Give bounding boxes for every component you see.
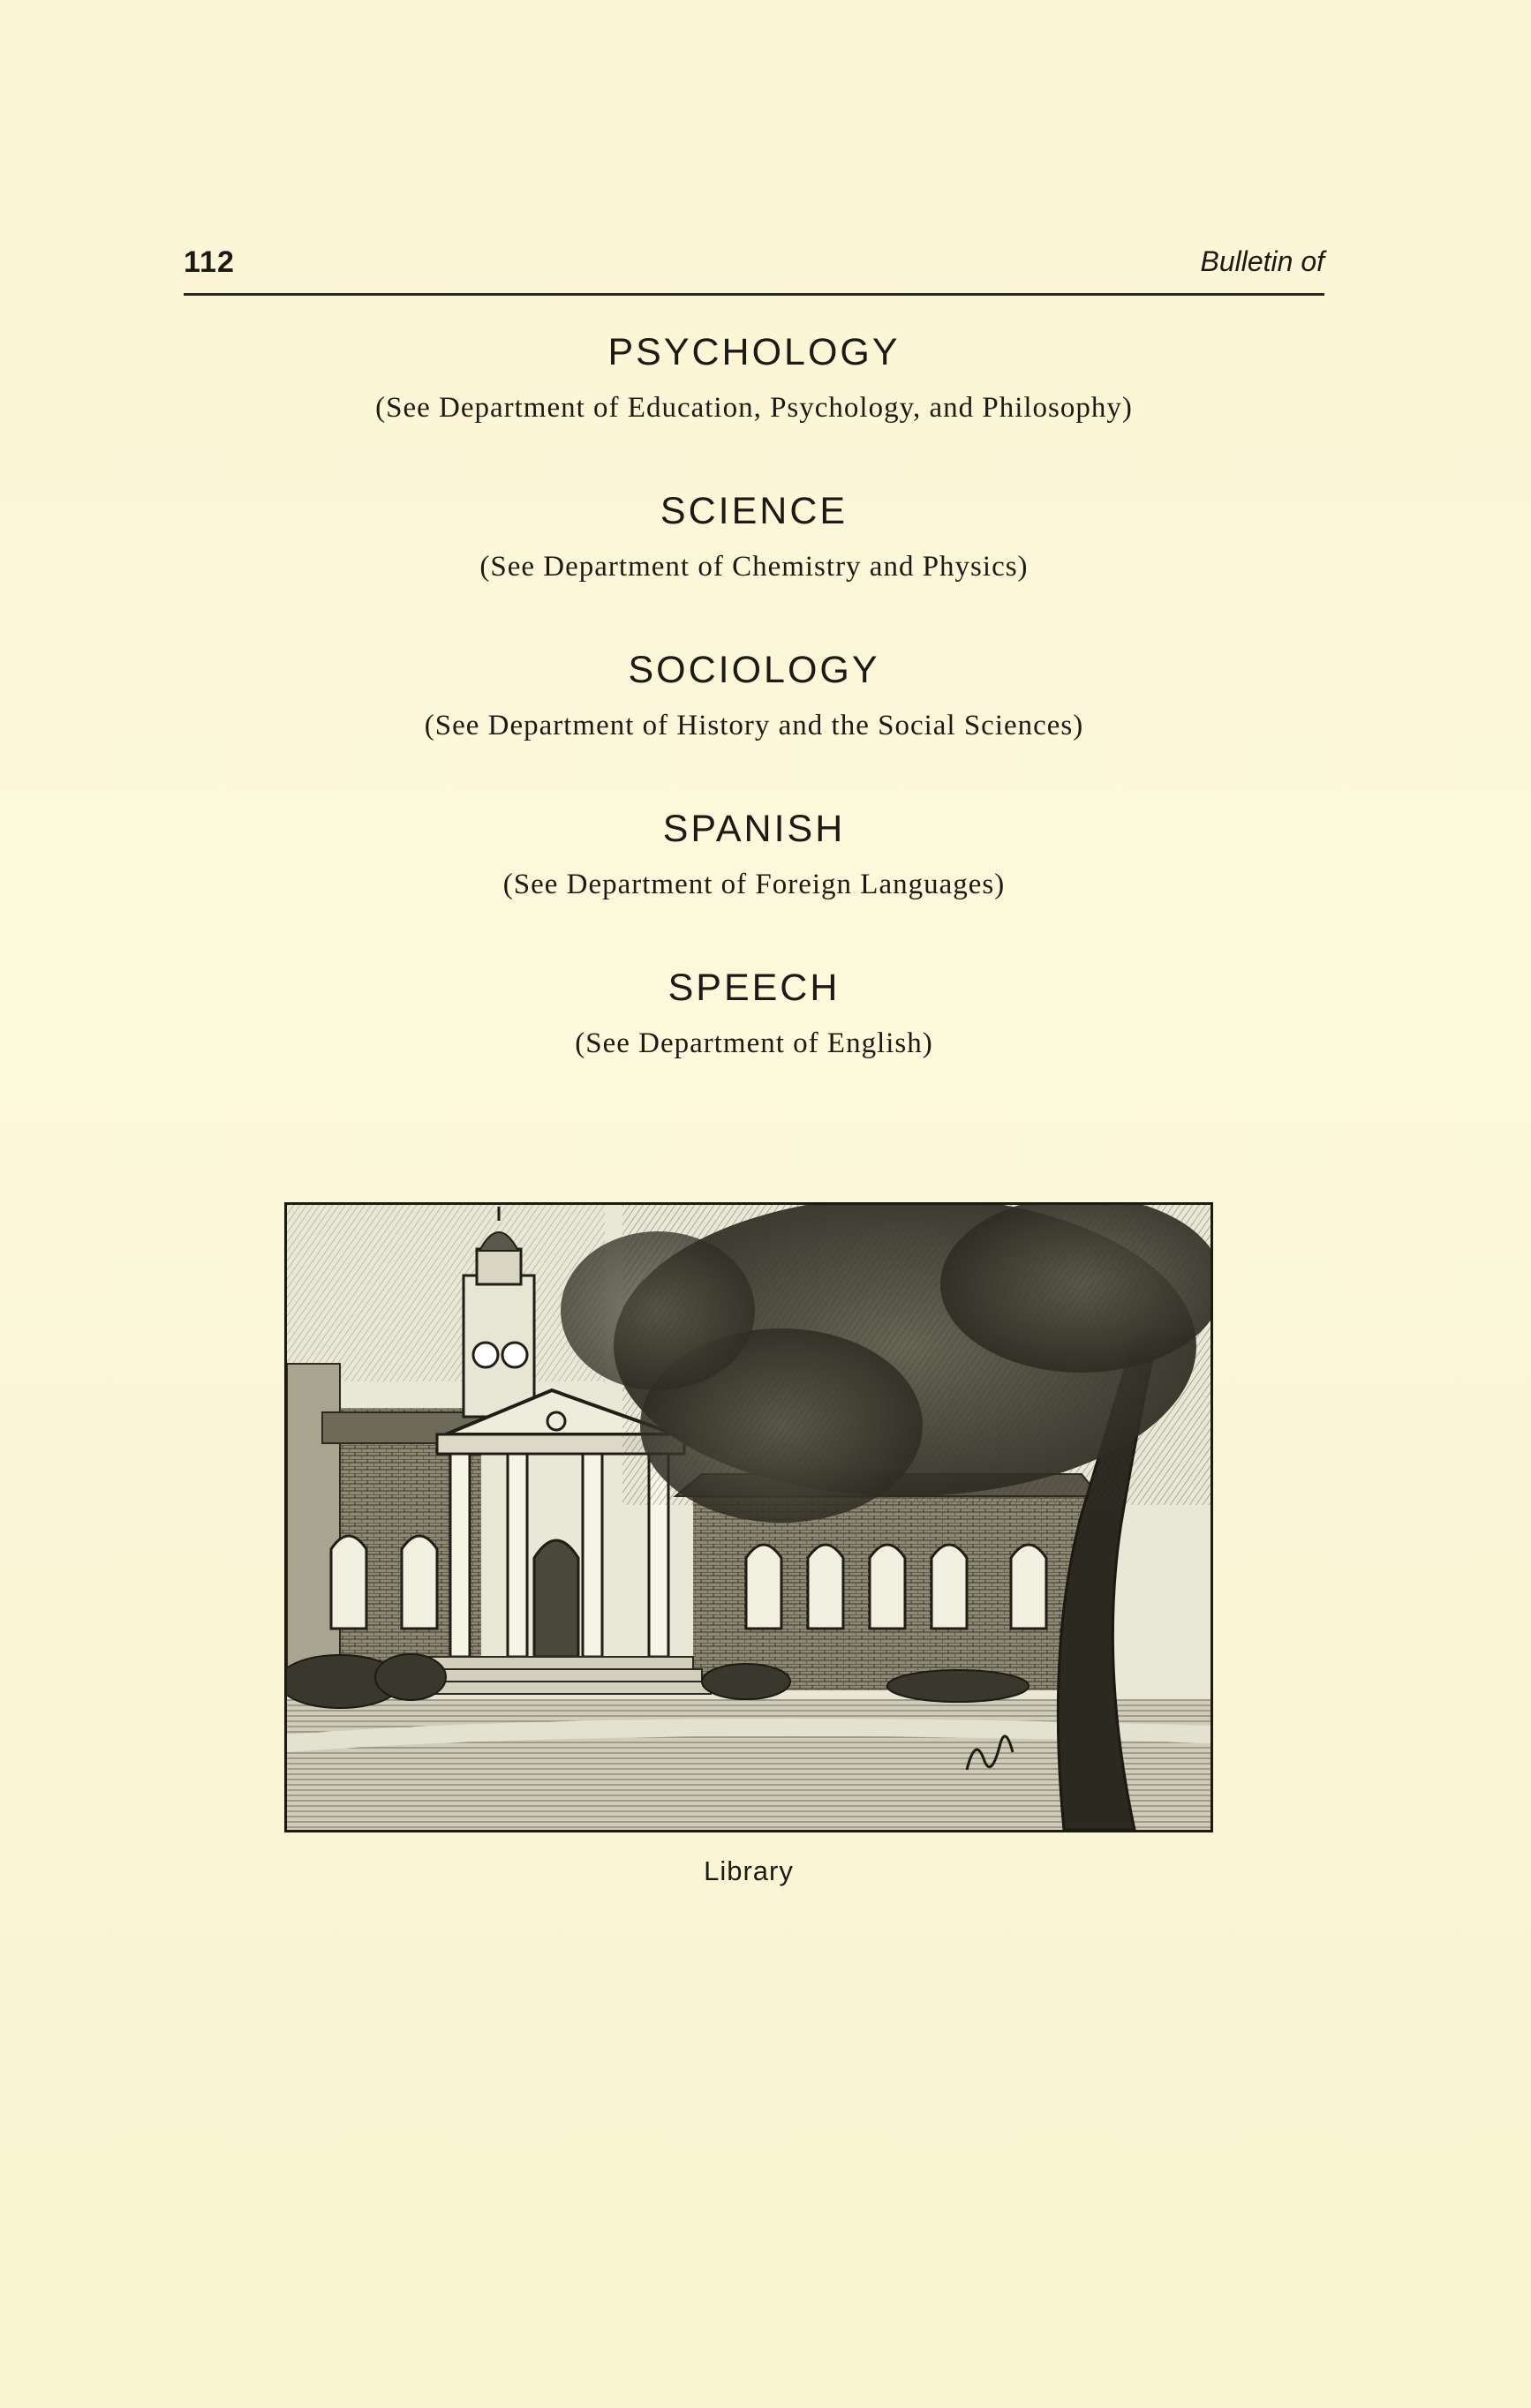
library-building-icon [287,1205,1210,1830]
entry-sociology [184,636,1324,794]
running-head [184,245,1324,296]
entry-cross-reference: (See Department of Education, Psychology, and Philosophy) [375,392,1133,424]
entry-cross-reference: (See Department of Chemistry and Physics) [479,551,1029,583]
entry-speech [184,953,1324,1112]
figure-caption: Library [704,1855,794,1886]
entry-cross-reference: (See Department of English) [575,1027,933,1059]
page-number: 112 [184,245,235,279]
department-entries [184,318,1324,1112]
entry-heading: SPANISH [662,808,846,850]
running-title: Bulletin of [1200,245,1324,277]
entry-spanish [184,794,1324,953]
entry-science [184,477,1324,636]
entry-heading: PSYCHOLOGY [607,331,901,373]
entry-cross-reference: (See Department of Foreign Languages) [502,869,1006,900]
entry-heading: SCIENCE [660,490,848,532]
library-illustration [284,1202,1213,1832]
entry-cross-reference: (See Department of History and the Social Sciences) [424,710,1084,741]
entry-psychology [184,318,1324,477]
entry-heading: SPEECH [667,967,841,1009]
entry-heading: SOCIOLOGY [628,649,880,691]
